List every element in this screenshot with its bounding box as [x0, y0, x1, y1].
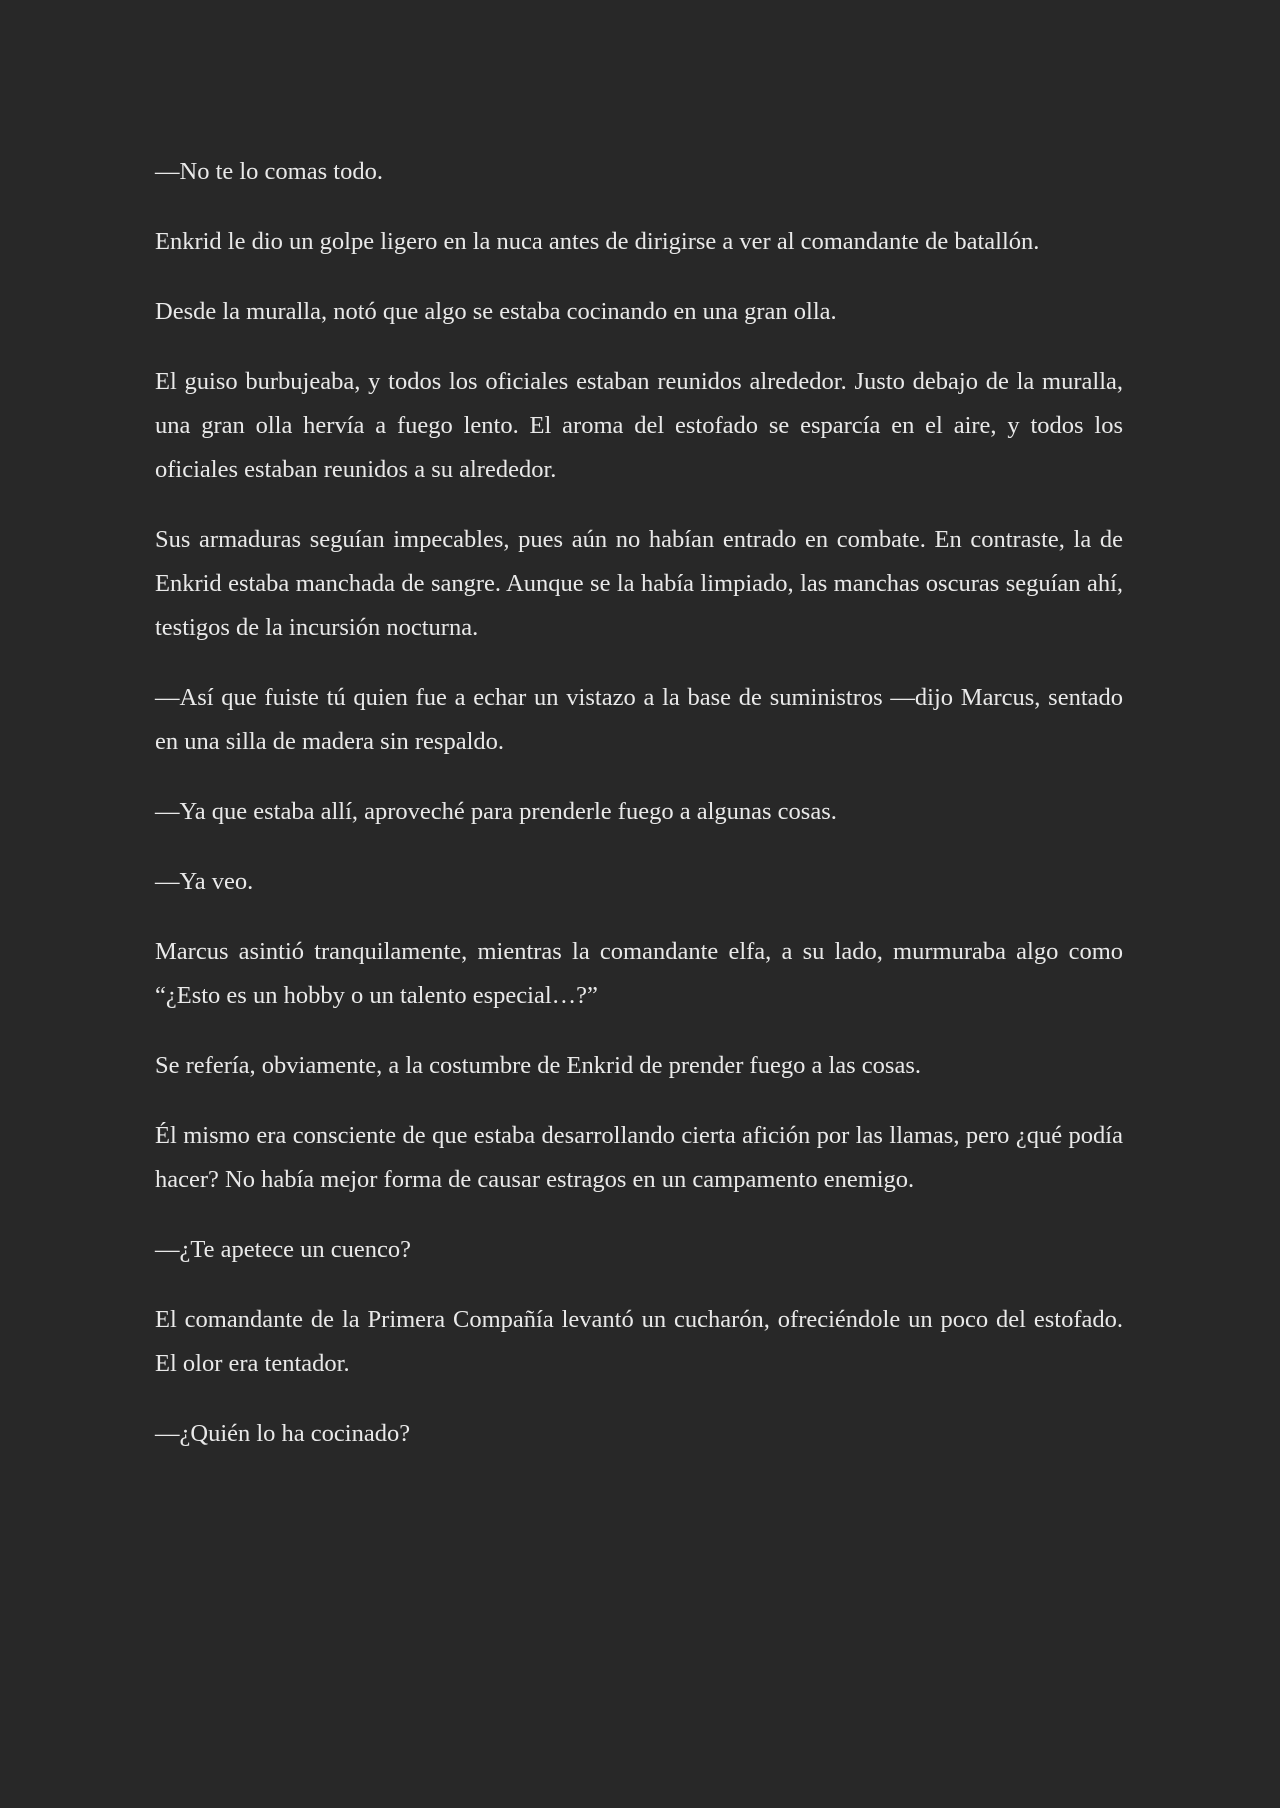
paragraph: Marcus asintió tranquilamente, mientras la comandante elfa, a su lado, murmuraba algo como “¿Esto es un hobby o un talento especial…?” [155, 938, 1123, 1009]
paragraph: Enkrid le dio un golpe ligero en la nuca antes de dirigirse a ver al comandante de batallón. [155, 228, 1040, 255]
paragraph: —Ya que estaba allí, aproveché para prenderle fuego a algunas cosas. [155, 798, 837, 825]
paragraph: —Así que fuiste tú quien fue a echar un vistazo a la base de suministros —dijo Marcus, sentado en una silla de madera sin respaldo. [155, 684, 1123, 755]
paragraph: Sus armaduras seguían impecables, pues aún no habían entrado en combate. En contraste, la de Enkrid estaba manchada de sangre. Aunque se la había limpiado, las manchas oscuras seguían ahí, testigos de la incursión nocturna. [155, 526, 1123, 641]
paragraph: El guiso burbujeaba, y todos los oficiales estaban reunidos alrededor. Justo debajo de la muralla, una gran olla hervía a fuego lento. El aroma del estofado se esparcía en el aire, y todos los oficiales estaban reunidos a su alrededor. [155, 368, 1123, 483]
paragraph: —¿Quién lo ha cocinado? [155, 1420, 411, 1447]
paragraph: —Ya veo. [155, 868, 254, 895]
paragraph: Desde la muralla, notó que algo se estaba cocinando en una gran olla. [155, 298, 837, 325]
paragraph: El comandante de la Primera Compañía levantó un cucharón, ofreciéndole un poco del estofado. El olor era tentador. [155, 1306, 1123, 1377]
paragraph: —No te lo comas todo. [155, 158, 383, 185]
paragraph: —¿Te apetece un cuenco? [155, 1236, 412, 1263]
paragraph: Él mismo era consciente de que estaba desarrollando cierta afición por las llamas, pero ¿qué podía hacer? No había mejor forma de causar estragos en un campamento enemigo. [155, 1122, 1123, 1193]
paragraph: Se refería, obviamente, a la costumbre de Enkrid de prender fuego a las cosas. [155, 1052, 921, 1079]
reading-pane [155, 150, 1123, 1482]
